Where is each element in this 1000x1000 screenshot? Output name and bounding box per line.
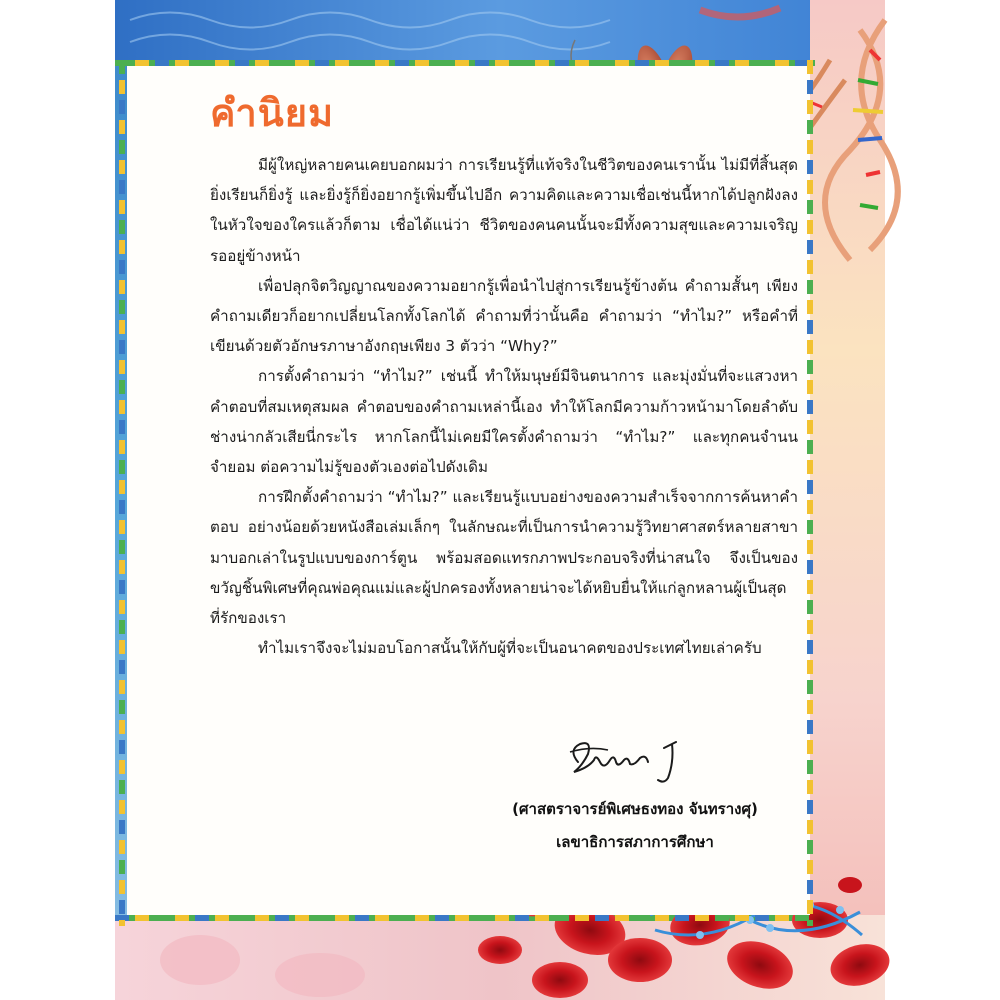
border-stripe-segment (119, 860, 125, 874)
border-stripe-segment (119, 540, 125, 554)
border-stripe-segment (807, 140, 813, 154)
border-stripe-segment (795, 60, 809, 66)
border-stripe-segment (135, 60, 149, 66)
border-stripe-segment (675, 60, 689, 66)
border-stripe-segment (735, 915, 749, 921)
border-stripe-segment (119, 520, 125, 534)
border-stripe-segment (119, 880, 125, 894)
border-stripe-segment (295, 60, 309, 66)
border-stripe-segment (807, 120, 813, 134)
border-stripe-segment (807, 740, 813, 754)
border-stripe-segment (807, 160, 813, 174)
border-stripe-segment (119, 800, 125, 814)
border-stripe-segment (119, 620, 125, 634)
border-stripe-segment (455, 915, 469, 921)
border-stripe-segment (415, 60, 429, 66)
border-stripe-segment (435, 60, 449, 66)
border-stripe-segment (155, 915, 169, 921)
border-stripe-segment (807, 60, 813, 74)
border-stripe-segment (807, 220, 813, 234)
border-stripe-segment (119, 360, 125, 374)
paragraph-2: เพื่อปลุกจิตวิญญาณของความอยากรู้เพื่อนำไปสู่การเรียนรู้ข้างต้น คำถามสั้นๆ เพียงคำถามเดียวก็อยากเปลี่ยนโลกทั้งโลกได้ คำถามที่ว่านั้นคือ คำถามว่า “ทำไม?” หรือคำที่เขียนด้วยตัวอักษรภาษาอังกฤษเพียง 3 ตัวว่า “Why?” (210, 276, 798, 356)
border-stripe-segment (455, 60, 469, 66)
border-stripe-segment (807, 820, 813, 834)
border-stripe-segment (119, 140, 125, 154)
border-stripe-segment (375, 915, 389, 921)
border-stripe-segment (807, 100, 813, 114)
border-stripe-segment (655, 60, 669, 66)
border-stripe-segment (807, 700, 813, 714)
border-stripe-segment (195, 915, 209, 921)
border-stripe-segment (475, 60, 489, 66)
border-stripe-segment (119, 460, 125, 474)
border-stripe-segment (515, 60, 529, 66)
border-stripe-segment (119, 720, 125, 734)
border-stripe-segment (119, 240, 125, 254)
paragraph-5: ทำไมเราจึงจะไม่มอบโอกาสนั้นให้กับผู้ที่จะเป็นอนาคตของประเทศไทยเล่าครับ (258, 639, 762, 658)
border-stripe-segment (119, 660, 125, 674)
handwritten-signature (560, 732, 700, 792)
border-stripe-segment (119, 440, 125, 454)
border-stripe-segment (807, 260, 813, 274)
border-stripe-segment (255, 60, 269, 66)
border-stripe-segment (807, 800, 813, 814)
border-stripe-segment (807, 360, 813, 374)
border-stripe-segment (119, 480, 125, 494)
border-stripe-segment (119, 100, 125, 114)
border-stripe-segment (695, 60, 709, 66)
border-stripe-segment (807, 420, 813, 434)
border-stripe-segment (675, 915, 689, 921)
border-stripe-segment (807, 80, 813, 94)
border-stripe-segment (119, 780, 125, 794)
signatory-position: เลขาธิการสภาการศึกษา (556, 833, 714, 851)
border-stripe-segment (807, 540, 813, 554)
border-stripe-segment (807, 660, 813, 674)
border-stripe-segment (119, 340, 125, 354)
border-stripe-segment (175, 60, 189, 66)
border-stripe-segment (807, 840, 813, 854)
border-stripe-segment (495, 60, 509, 66)
border-stripe-segment (335, 60, 349, 66)
border-stripe-segment (635, 60, 649, 66)
border-stripe-segment (807, 400, 813, 414)
border-stripe-segment (807, 680, 813, 694)
border-stripe-segment (775, 60, 789, 66)
border-stripe-segment (715, 915, 729, 921)
border-stripe-segment (119, 740, 125, 754)
border-stripe-segment (495, 915, 509, 921)
border-stripe-segment (195, 60, 209, 66)
border-stripe-segment (119, 580, 125, 594)
body-text (210, 150, 798, 663)
paragraph-1: มีผู้ใหญ่หลายคนเคยบอกผมว่า การเรียนรู้ที่แท้จริงในชีวิตของคนเรานั้น ไม่มีที่สิ้นสุด ยิ่งเรียนก็ยิ่งรู้ และยิ่งรู้ก็ยิ่งอยากรู้เพิ่มขึ้นไปอีก ความคิดและความเชื่อเช่นนี้หากได้ปลูกฝังลงในหัวใจของใครแล้วก็ตาม เชื่อได้แน่ว่า ชีวิตของคนคนนั้นจะมีทั้งความสุขและความเจริญรออยู่ข้างหน้า (210, 156, 798, 265)
border-stripe-segment (119, 120, 125, 134)
border-stripe-segment (807, 640, 813, 654)
border-stripe-segment (119, 60, 125, 74)
border-stripe-segment (375, 60, 389, 66)
border-stripe-segment (807, 340, 813, 354)
border-stripe-segment (807, 500, 813, 514)
border-stripe-segment (119, 760, 125, 774)
paragraph-3: การตั้งคำถามว่า “ทำไม?” เช่นนี้ ทำให้มนุษย์มีจินตนาการ และมุ่งมั่นที่จะแสวงหาคำตอบที่สมเหตุสมผล คำตอบของคำถามเหล่านี้เอง ทำให้โลกมีความก้าวหน้ามาโดยลำดับ ช่างน่ากลัวเสียนี่กระไร หากโลกนี้ไม่เคยมีใครตั้งคำถามว่า “ทำไม?” และทุกคนจำนน จำยอม ต่อความไม่รู้ของตัวเองต่อไปดังเดิม (210, 367, 798, 477)
border-stripe-segment (795, 915, 809, 921)
border-stripe-segment (119, 560, 125, 574)
border-stripe-segment (215, 60, 229, 66)
border-stripe-segment (295, 915, 309, 921)
border-stripe-segment (119, 200, 125, 214)
border-stripe-segment (807, 900, 813, 914)
border-stripe-segment (735, 60, 749, 66)
border-stripe-segment (575, 915, 589, 921)
border-stripe-segment (335, 915, 349, 921)
border-stripe-segment (695, 915, 709, 921)
border-stripe-segment (355, 915, 369, 921)
border-stripe-segment (715, 60, 729, 66)
border-stripe-segment (119, 920, 125, 926)
border-stripe-segment (807, 180, 813, 194)
border-stripe-segment (595, 60, 609, 66)
border-stripe-segment (415, 915, 429, 921)
border-stripe-segment (555, 915, 569, 921)
border-stripe-segment (807, 320, 813, 334)
border-stripe-segment (119, 300, 125, 314)
border-stripe-segment (119, 320, 125, 334)
border-stripe-segment (595, 915, 609, 921)
border-stripe-segment (119, 500, 125, 514)
border-stripe-segment (807, 300, 813, 314)
border-stripe-segment (807, 620, 813, 634)
border-stripe-segment (475, 915, 489, 921)
border-stripe-segment (275, 915, 289, 921)
border-stripe-segment (807, 600, 813, 614)
border-stripe-segment (807, 280, 813, 294)
border-stripe-segment (119, 80, 125, 94)
border-stripe-segment (807, 580, 813, 594)
border-stripe-segment (575, 60, 589, 66)
border-stripe-segment (807, 380, 813, 394)
border-stripe-segment (155, 60, 169, 66)
border-stripe-segment (635, 915, 649, 921)
border-stripe-segment (807, 920, 813, 926)
border-stripe-segment (807, 760, 813, 774)
border-stripe-segment (119, 280, 125, 294)
border-stripe-segment (755, 915, 769, 921)
border-stripe-segment (119, 160, 125, 174)
border-stripe-segment (119, 900, 125, 914)
border-stripe-segment (807, 720, 813, 734)
border-stripe-segment (807, 560, 813, 574)
signatory-name: (ศาสตราจารย์พิเศษธงทอง จันทรางศุ) (512, 800, 758, 818)
border-stripe-segment (235, 915, 249, 921)
border-stripe-segment (435, 915, 449, 921)
border-stripe-segment (315, 60, 329, 66)
border-stripe-segment (119, 840, 125, 854)
border-stripe-segment (119, 260, 125, 274)
border-stripe-segment (755, 60, 769, 66)
border-stripe-segment (535, 915, 549, 921)
page-title: คำนิยม (210, 91, 335, 135)
border-stripe-segment (119, 420, 125, 434)
border-stripe-segment (235, 60, 249, 66)
border-stripe-segment (135, 915, 149, 921)
border-stripe-segment (807, 240, 813, 254)
border-stripe-segment (555, 60, 569, 66)
border-stripe-segment (119, 400, 125, 414)
border-stripe-segment (807, 520, 813, 534)
border-stripe-segment (515, 915, 529, 921)
border-stripe-segment (275, 60, 289, 66)
border-stripe-segment (807, 480, 813, 494)
border-stripe-segment (615, 60, 629, 66)
border-stripe-segment (119, 600, 125, 614)
border-stripe-segment (119, 640, 125, 654)
border-stripe-segment (807, 460, 813, 474)
border-stripe-segment (615, 915, 629, 921)
border-stripe-segment (775, 915, 789, 921)
border-stripe-segment (395, 60, 409, 66)
border-stripe-segment (215, 915, 229, 921)
border-stripe-segment (395, 915, 409, 921)
border-stripe-segment (807, 860, 813, 874)
border-stripe-segment (807, 780, 813, 794)
border-stripe-segment (655, 915, 669, 921)
border-stripe-segment (355, 60, 369, 66)
border-stripe-segment (315, 915, 329, 921)
border-stripe-segment (119, 820, 125, 834)
border-stripe-segment (807, 440, 813, 454)
border-stripe-segment (535, 60, 549, 66)
border-stripe-segment (119, 700, 125, 714)
border-stripe-segment (119, 380, 125, 394)
border-stripe-segment (255, 915, 269, 921)
border-stripe-segment (807, 880, 813, 894)
border-stripe-segment (119, 220, 125, 234)
border-stripe-segment (119, 180, 125, 194)
border-stripe-segment (807, 200, 813, 214)
border-stripe-segment (175, 915, 189, 921)
border-stripe-segment (119, 680, 125, 694)
paragraph-4: การฝึกตั้งคำถามว่า “ทำไม?” และเรียนรู้แบบอย่างของความสำเร็จจากการค้นหาคำตอบ อย่างน้อยด้วยหนังสือเล่มเล็กๆ ในลักษณะที่เป็นการนำความรู้วิทยาศาสตร์หลายสาขามาบอกเล่าในรูปแบบของการ์ตูน พร้อมสอดแทรกภาพประกอบจริงที่น่าสนใจ จึงเป็นของขวัญชิ้นพิเศษที่คุณพ่อคุณแม่และผู้ปกครองทั้งหลายน่าจะได้หยิบยื่นให้แก่ลูกหลานผู้เป็นสุดที่รักของเรา (210, 488, 798, 628)
